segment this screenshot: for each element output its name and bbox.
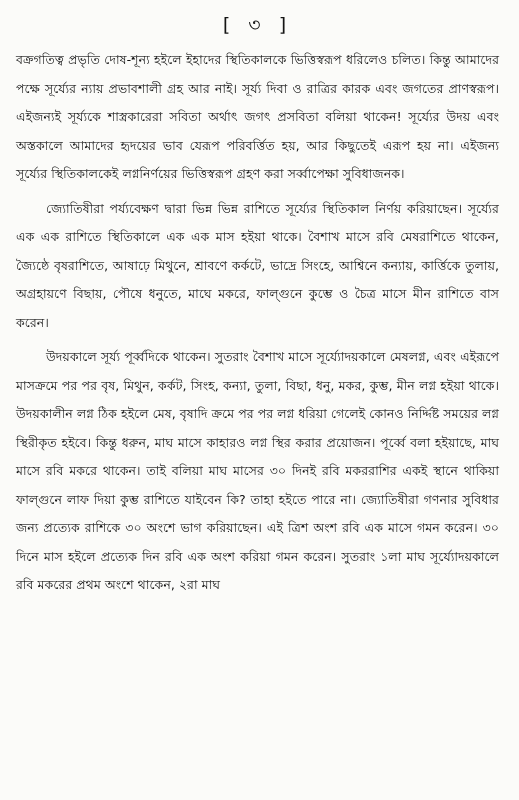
paragraph-3: উদয়কালে সূর্য্য পূর্ব্বদিকে থাকেন। সুতরাং বৈশাখ মাসে সূর্য্যোদয়কালে মেষলগ্ন, এবং এইরূপে মাসক্রমে পর পর বৃষ, মিথুন, কর্কট, সিংহ, কন্যা, তুলা, বিছা, ধনু, মকর, কুম্ভ, মীন লগ্ন হইয়া থাকে। উদয়কালীন লগ্ন ঠিক হইলে মেষ, বৃষাদি ক্রমে পর পর লগ্ন ধরিয়া গেলেই কোনও নির্দ্দিষ্ট সময়ের লগ্ন স্থিরীকৃত হইবে। কিন্তু ধরুন, মাঘ মাসে কাহারও লগ্ন স্থির করার প্রয়োজন। পূর্ব্বে বলা হইয়াছে, মাঘ মাসে রবি মকরে থাকেন। তাই বলিয়া মাঘ মাসের ৩০ দিনই রবি মকররাশির একই স্থানে থাকিয়া ফাল্গুনে লাফ দিয়া কুম্ভ রাশিতে যাইবেন কি? তাহা হইতে পারে না। জ্যোতিষীরা গণনার সুবিধার জন্য প্রত্যেক রাশিকে ৩০ অংশে ভাগ করিয়াছেন। এই ত্রিশ অংশ রবি এক মাসে গমন করেন। ৩০ দিনে মাস হইলে প্রত্যেক দিন রবি এক অংশ করিয়া গমন করেন। সুতরাং ১লা মাঘ সূর্য্যোদয়কালে রবি মকরের প্রথম অংশে থাকেন, ২রা মাঘ bbox=[16, 349, 499, 592]
page-number: [ ৩ ] bbox=[222, 14, 293, 36]
paragraph-2: জ্যোতিষীরা পর্য্যবেক্ষণ দ্বারা ভিন্ন ভিন্ন রাশিতে সূর্য্যের স্থিতিকাল নির্ণয় করিয়াছেন। সূর্য্যের এক এক রাশিতে স্থিতিকালে এক এক মাস হইয়া থাকে। বৈশাখ মাসে রবি মেষরাশিতে থাকেন, জ্যৈষ্ঠে বৃষরাশিতে, আষাঢ়ে মিথুনে, শ্রাবণে কর্কটে, ভাদ্রে সিংহে, আশ্বিনে কন্যায়, কার্ত্তিকে তুলায়, অগ্রহায়ণে বিছায়, পৌষে ধনুতে, মাঘে মকরে, ফাল্গুনে কুম্ভে ও চৈত্র মাসে মীন রাশিতে বাস করেন। bbox=[16, 200, 499, 330]
paragraph-1: বক্রগতিত্ব প্রভৃতি দোষ-শূন্য হইলে ইহাদের স্থিতিকালকে ভিত্তিস্বরূপ ধরিলেও চলিত। কিন্তু আমাদের পক্ষে সূর্য্যের ন্যায় প্রভাবশালী গ্রহ আর নাই। সূর্য্য দিবা ও রাত্রির কারক এবং জগতের প্রাণস্বরূপ। এইজন্যই সূর্য্যকে শাস্ত্রকারেরা সবিতা অর্থাৎ জগৎ প্রসবিতা বলিয়া থাকেন! সূর্য্যের উদয় এবং অস্তকালে আমাদের হৃদয়ের ভাব যেরূপ পরিবর্ত্তিত হয়, আর কিছুতেই এরূপ হয় না। এইজন্য সূর্য্যের স্থিতিকালকেই লগ্ননির্ণয়ের ভিত্তিস্বরূপ গ্রহণ করা সর্ব্বাপেক্ষা সুবিধাজনক। bbox=[16, 52, 499, 181]
